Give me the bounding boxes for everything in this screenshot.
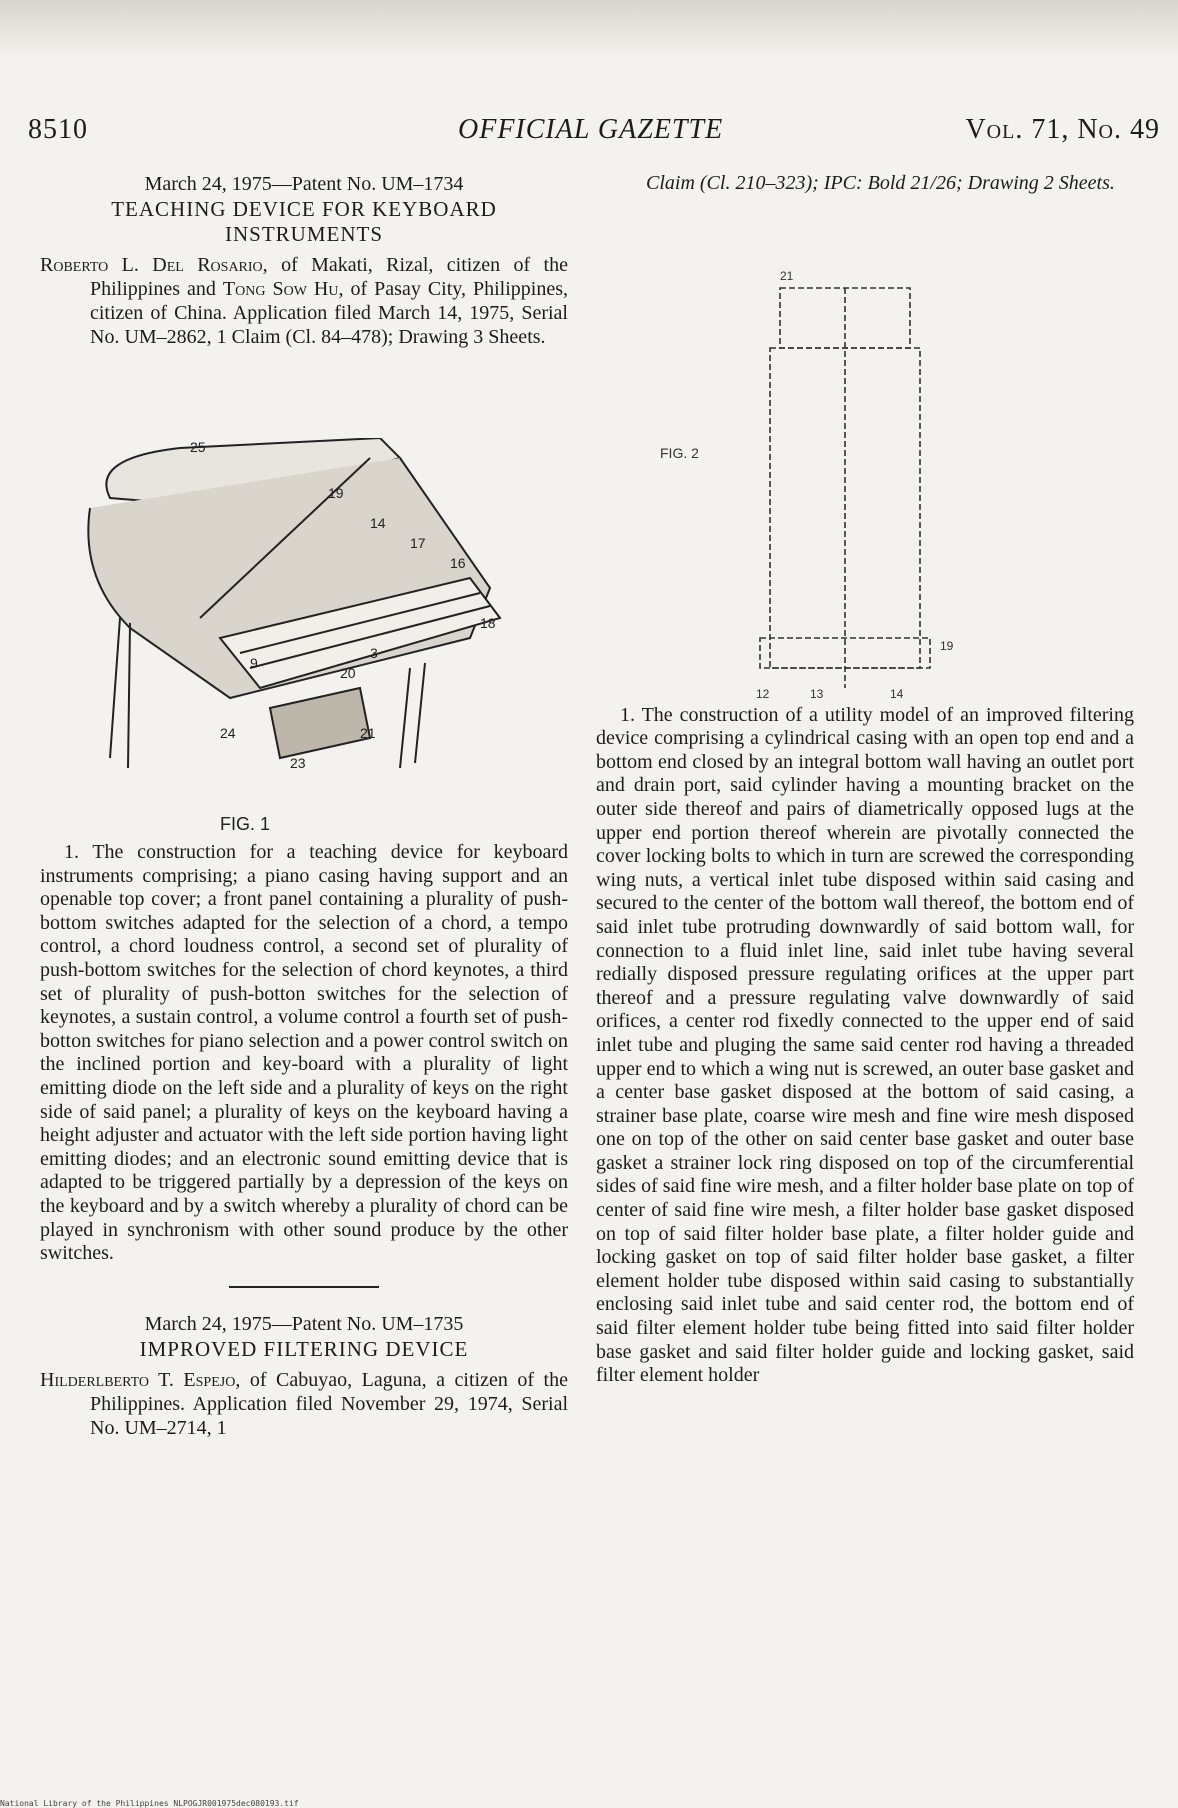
ref-top: 21: [780, 269, 794, 283]
fig1-caption: FIG. 1: [220, 814, 271, 834]
scan-footer: National Library of the Philippines NLPOGJR001975dec080193.tif: [0, 1799, 299, 1808]
entry1-authors: [40, 253, 568, 349]
entry2-title: IMPROVED FILTERING DEVICE: [139, 1336, 469, 1361]
entry1-date-line: March 24, 1975—Patent No. UM–1734: [144, 173, 464, 195]
ref-16: 16: [450, 555, 466, 571]
entry1-author1-details: , of Makati, Rizal, citizen of the Philippines and: [90, 254, 568, 300]
page-number: 8510: [28, 114, 88, 145]
entry2-authors: [40, 1368, 568, 1440]
entry1-author1: Roberto L. Del Rosario: [40, 254, 263, 276]
ref-13: 13: [810, 687, 824, 701]
pedal-box: [270, 688, 370, 758]
ref-17: 17: [410, 535, 426, 551]
entry2-date-line: March 24, 1975—Patent No. UM–1735: [144, 1312, 464, 1335]
ref-18: 18: [480, 615, 496, 631]
left-leg: [110, 618, 130, 768]
fig2-caption: FIG. 2: [660, 445, 699, 461]
scan-edge: [0, 0, 1178, 60]
publication-title: OFFICIAL GAZETTE: [458, 114, 724, 145]
volume-number: Vol. 71, No. 49: [965, 114, 1160, 145]
entry2-continued: Claim (Cl. 210–323); IPC: Bold 21/26; Drawing 2 Sheets.: [646, 172, 1115, 194]
ref-25: 25: [190, 439, 206, 455]
piano-figure: [70, 438, 570, 878]
right-leg: [400, 663, 425, 768]
ref-23: 23: [290, 755, 306, 771]
ref-14b: 14: [890, 687, 904, 701]
ref-24: 24: [220, 725, 236, 741]
page-header: [28, 114, 1160, 148]
ref-19b: 19: [940, 639, 954, 653]
ref-9: 9: [250, 655, 258, 671]
entry1-title: TEACHING DEVICE FOR KEYBOARD INSTRUMENTS: [111, 197, 497, 246]
entry1-author2-details: , of Pasay City, Philippines, citizen of China. Application filed March 14, 1975, Serial No. UM–2862, 1 Claim (Cl. 84–478); Drawing 3 Sheets.: [90, 278, 568, 348]
entry1-claim: 1. The construction for a teaching device for keyboard instruments comprising; a piano casing having support and an openable top cover; a front panel containing a plurality of push-bottom switches adapted for the selection of a chord, a tempo control, a chord loudness control, a second set of plurality of push-bottom switches for the selection of chord keynotes, a third set of plurality of push-botton switches for the selection of keynotes, a sustain control, a volume control a fourth set of push-botton switches for piano selection and a power control switch on the inclined portion and key-board with a plurality of light emitting diode on the left side and a plurality of keys on the right side of said panel; a plurality of keys on the keyboard having a height adjuster and actuator with the left side portion having light emitting diodes; and an electronic sound emitting device that is adapted to be triggered partially by a depression of the keys on the keyboard and by a switch whereby a plurality of chord can be played in synchronism with other sound produce by the other switches.: [40, 841, 568, 1265]
filter-figure: [660, 258, 1020, 708]
entry1-author2: Tong Sow Hu: [222, 278, 339, 300]
ref-14: 14: [370, 515, 386, 531]
ref-12: 12: [756, 687, 770, 701]
entry2-claim: 1. The construction of a utility model of an improved filtering device comprising a cylindrical casing with an open top end and a bottom end closed by an integral bottom wall having an outlet port and drain port, said cylinder having a mounting bracket on the outer side thereof and pairs of diametrically opposed lugs at the upper end portion thereof wherein are pivotally connected the cover locking bolts to which in turn are screwed the corresponding wing nuts, a vertical inlet tube disposed within said casing and secured to the center of the bottom wall thereof, the bottom end of said inlet tube protruding downwardly of said bottom wall, for connection to a fluid inlet line, said inlet tube having several redially disposed pressure regulating orifices at the upper part thereof and a pressure regulating valve downwardly of said orifices, a center rod fixedly connected to the upper end of said inlet tube and pluging the same said center rod having a threaded upper end to which a wing nut is screwed, an outer base gasket and a center base gasket disposed at the bottom of said casing, a strainer base plate, coarse wire mesh and fine wire mesh disposed one on top of the other on said center base gasket and outer base gasket a strainer lock ring disposed on top of the circumferential sides of said fine wire mesh, and a filter holder base plate on top of center of said fine wire mesh, a filter holder base gasket disposed on top of said filter holder base plate, a filter holder guide and locking gasket on top of said filter holder base gasket, a filter element holder tube disposed within said casing to substantially enclosing said inlet tube and said center rod, the bottom end of said filter element holder tube being fitted into said filter holder base gasket and said filter holder guide and locking gasket, said filter element holder: [596, 703, 1134, 1387]
ref-21: 21: [360, 725, 376, 741]
entry2-author1: Hilderlberto T. Espejo: [40, 1368, 236, 1391]
ref-19: 19: [328, 485, 344, 501]
entry-divider: [229, 1286, 379, 1288]
entry2-author1-details: , of Cabuyao, Laguna, a citizen of the Philippines. Application filed November 29, 1974, Serial No. UM–2714, 1: [90, 1368, 568, 1439]
ref-3: 3: [370, 645, 378, 661]
ref-20: 20: [340, 665, 356, 681]
